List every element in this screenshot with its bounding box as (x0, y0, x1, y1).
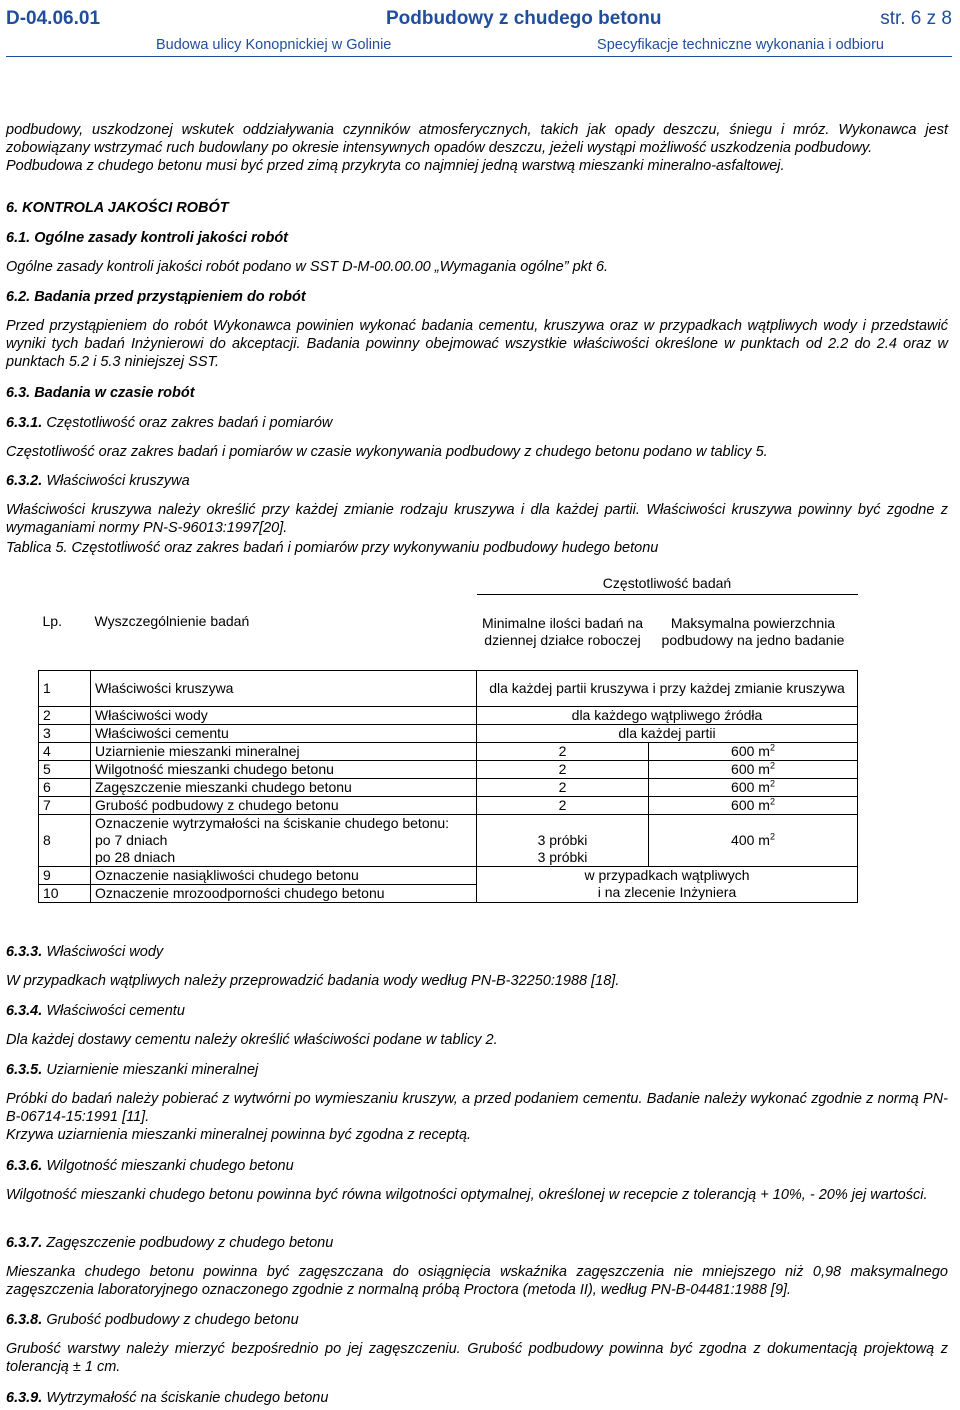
table-row: 7 Grubość podbudowy z chudego betonu 2 600 $m^2$ (39, 796, 858, 814)
section-6-3-1 (6, 414, 948, 461)
section-6-3-3-heading: 6.3.3. Właściwości wody (6, 944, 164, 960)
section-6-3-1-heading: 6.3.1. Częstotliwość oraz zakres badań i pomiarów (6, 415, 333, 431)
col-max-area: Maksymalna powierzchnia podbudowy na jedno badanie (661, 615, 845, 648)
table-row: 10 Oznaczenie mrozoodporności chudego betonu (39, 884, 858, 902)
section-6-3-6-heading: 6.3.6. Wilgotność mieszanki chudego betonu (6, 1158, 294, 1174)
section-6-3-9 (6, 1389, 948, 1407)
section-6-2 (6, 288, 948, 371)
page-header (6, 6, 952, 32)
section-6-3-8-heading: 6.3.8. Grubość podbudowy z chudego betonu (6, 1312, 299, 1328)
page-number: str. 6 z 8 (880, 8, 952, 29)
section-6-3-5-heading: 6.3.5. Uziarnienie mieszanki mineralnej (6, 1062, 259, 1078)
spec-title: Podbudowy z chudego betonu (386, 8, 662, 29)
section-6-1 (6, 229, 948, 276)
project-name: Budowa ulicy Konopnickiej w Golinie (156, 37, 392, 53)
section-6-3-2 (6, 472, 948, 557)
document-type: Specyfikacje techniczne wykonania i odbioru (597, 37, 884, 53)
section-6-3-3-text: W przypadkach wątpliwych należy przeprowadzić badania wody według PN-B-32250:1988 [18]. (6, 973, 620, 989)
table-5 (38, 574, 858, 903)
section-6-3-4 (6, 1002, 948, 1049)
table-row: 3 Właściwości cementu dla każdej partii (39, 724, 858, 742)
section-6-3-6 (6, 1157, 948, 1204)
section-6-1-text: Ogólne zasady kontroli jakości robót podano w SST D-M-00.00.00 „Wymagania ogólne” pkt 6. (6, 259, 609, 275)
col-lp: Lp. (42, 613, 62, 630)
page-subheader (6, 36, 952, 57)
section-6-3-4-heading: 6.3.4. Właściwości cementu (6, 1003, 185, 1019)
table-row: 5 Wilgotność mieszanki chudego betonu 2 600 $m^2$ (39, 760, 858, 778)
section-6-3-8-text: Grubość warstwy należy mierzyć bezpośrednio po jej zagęszczeniu. Grubość podbudowy powinna być zgodna z dokumentacją projektową z tolerancją ± 1 cm. (6, 1341, 948, 1375)
section-6-3-7 (6, 1234, 948, 1299)
section-6-2-heading: 6.2. Badania przed przystąpieniem do robót (6, 289, 306, 305)
table-row: 2 Właściwości wody dla każdego wątpliwego źródła (39, 706, 858, 724)
section-6-3-5-text: Próbki do badań należy pobierać z wytwórni po wymieszaniu kruszyw, a przed podaniem cementu. Badanie należy wykonać zgodnie z normą PN-B-06714-15:1991 [11]. (6, 1091, 948, 1125)
intro-paragraph: podbudowy, uszkodzonej wskutek oddziaływania czynników atmosferycznych, takich jak opady deszczu, śniegu i mróz. Wykonawca jest zobowiązany wstrzymać ruch budowlany po okresie intensywnych opadów deszczu, jeżeli wystąpi możliwość uszkodzenia podbudowy. (6, 122, 948, 156)
section-6-3-9-heading: 6.3.9. Wytrzymałość na ściskanie chudego betonu (6, 1390, 329, 1406)
table-5-caption: Tablica 5. Częstotliwość oraz zakres badań i pomiarów przy wykonywaniu podbudowy hudego betonu (6, 540, 659, 556)
table-row: 6 Zagęszczenie mieszanki chudego betonu 2 600 $m^2$ (39, 778, 858, 796)
section-6-heading: 6. KONTROLA JAKOŚCI ROBÓT (6, 200, 229, 216)
col-frequency: Częstotliwość badań (602, 575, 732, 592)
section-6-1-heading: 6.1. Ogólne zasady kontroli jakości robót (6, 230, 289, 246)
section-6-3-5 (6, 1061, 948, 1144)
col-name: Wyszczególnienie badań (94, 613, 250, 630)
table-row: 1 Właściwości kruszywa dla każdej partii kruszywa i przy każdej zmianie kruszywa (39, 670, 858, 706)
intro-block (6, 121, 948, 175)
intro-paragraph-2: Podbudowa z chudego betonu musi być przed zimą przykryta co najmniej jedną warstwą mieszanki mineralno-asfaltowej. (6, 158, 785, 174)
section-6-3-3 (6, 943, 948, 990)
col-min-tests: Minimalne ilości badań na dziennej działce roboczej (481, 615, 644, 648)
table-row: 8 Oznaczenie wytrzymałości na ściskanie chudego betonu: po 7 dniach po 28 dniach 3 próbki 3 próbki 400 $m^2$ (39, 814, 858, 866)
section-6-3-7-text: Mieszanka chudego betonu powinna być zagęszczana do osiągnięcia wskaźnika zagęszczenia nie mniejszego niż 0,98 maksymalnego zagęszczenia laboratoryjnego oznaczonego zgodnie z normalną próbą Proctora (metoda II), według PN-B-04481:1988 [9]. (6, 1264, 948, 1298)
section-6-3-2-text: Właściwości kruszywa należy określić przy każdej zmianie rodzaju kruszywa i dla każdej partii. Właściwości kruszywa powinny być zgodne z wymaganiami normy PN-S-96013:1997[20]. (6, 502, 948, 536)
section-6-3-4-text: Dla każdej dostawy cementu należy określić właściwości podane w tablicy 2. (6, 1032, 498, 1048)
table-row: 9 Oznaczenie nasiąkliwości chudego betonu w przypadkach wątpliwych i na zlecenie Inżyniera (39, 866, 858, 884)
spec-code: D-04.06.01 (6, 8, 101, 29)
table-row: 4 Uziarnienie mieszanki mineralnej 2 600 $m^2$ (39, 742, 858, 760)
section-6-3-8 (6, 1311, 948, 1376)
section-6-2-text: Przed przystąpieniem do robót Wykonawca powinien wykonać badania cementu, kruszywa oraz w przypadkach wątpliwych wody i przedstawić wyniki tych badań Inżynierowi do akceptacji. Badania powinny obejmować wszystkie właściwości określone w punktach od 2.2 do 2.4 oraz w punktach 5.2 i 5.3 niniejszej SST. (6, 318, 948, 370)
section-6-3-1-text: Częstotliwość oraz zakres badań i pomiarów w czasie wykonywania podbudowy z chudego betonu podano w tablicy 5. (6, 444, 768, 460)
section-6-3-7-heading: 6.3.7. Zagęszczenie podbudowy z chudego betonu (6, 1235, 334, 1251)
section-6-3-6-text: Wilgotność mieszanki chudego betonu powinna być równa wilgotności optymalnej, określonej w recepcie z tolerancją + 10%, - 20% jej wartości. (6, 1187, 928, 1203)
section-6-3-5-text-2: Krzywa uziarnienia mieszanki mineralnej powinna być zgodna z receptą. (6, 1127, 472, 1143)
section-6-3-2-heading: 6.3.2. Właściwości kruszywa (6, 473, 190, 489)
section-6-3-heading: 6.3. Badania w czasie robót (6, 385, 195, 401)
